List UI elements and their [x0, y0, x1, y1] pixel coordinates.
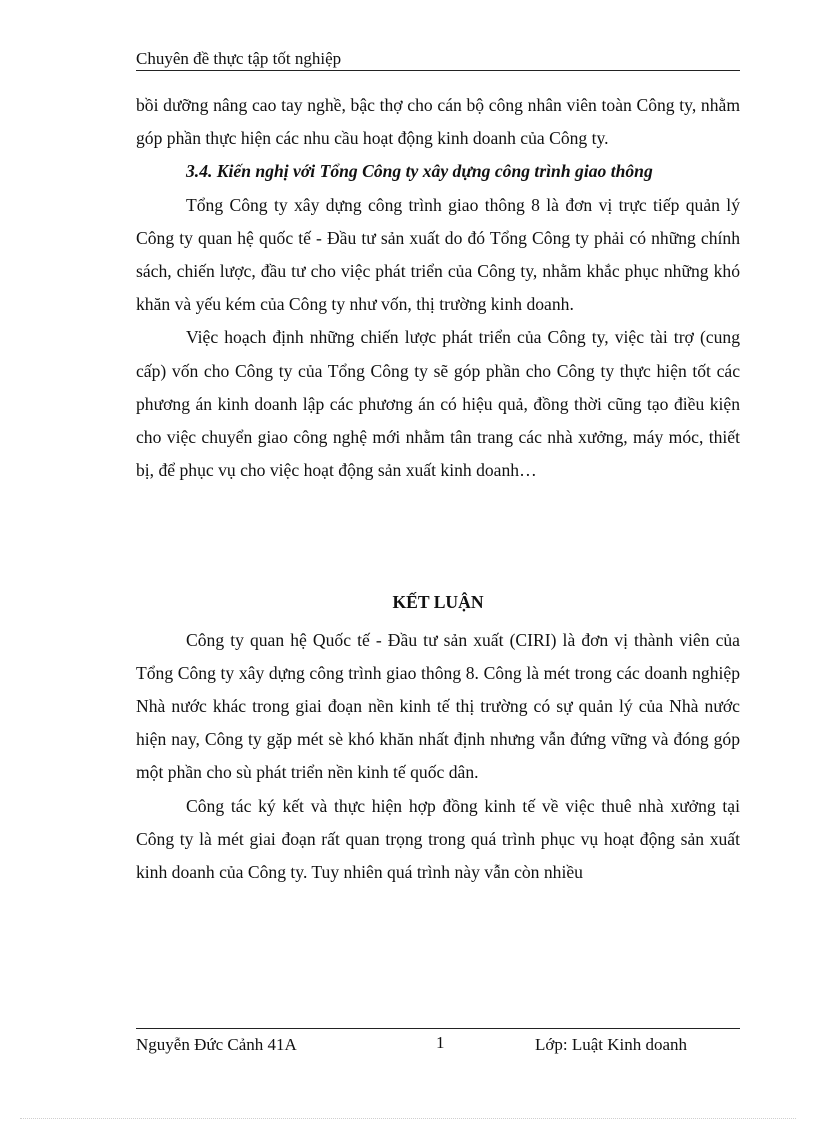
section-subheading: 3.4. Kiến nghị với Tổng Công ty xây dựng công trình giao thông: [186, 161, 653, 182]
footer-class-label: Lớp: Luật Kinh doanh: [535, 1035, 688, 1054]
paragraph-conclusion-2: Công tác ký kết và thực hiện hợp đồng kinh tế về việc thuê nhà xưởng tại Công ty là mét giai đoạn rất quan trọng trong quá trình phục vụ hoạt động sản xuất kinh doanh của Công ty. Tuy nhiên quá trình này vẫn còn nhiều: [136, 795, 740, 883]
section-gap: [136, 487, 740, 586]
footer-divider: [136, 1028, 740, 1029]
paragraph-conclusion-1: Công ty quan hệ Quốc tế - Đầu tư sản xuất (CIRI) là đơn vị thành viên của Tổng Công ty xây dựng công trình giao thông 8. Công là mét trong các doanh nghiệp Nhà nước khác trong giai đoạn nền kinh tế thị trường có sự quản lý của Nhà nước hiện nay, Công ty gặp mét sè khó khăn nhất định nhưng vẫn đứng vững và đóng góp một phần cho sù phát triển nền kinh tế quốc dân.: [136, 629, 740, 783]
paragraph-recommendation-2: Việc hoạch định những chiến lược phát triển của Công ty, việc tài trợ (cung cấp) vốn cho Công ty của Tổng Công ty sẽ góp phần cho Công ty thực hiện tốt các phương án kinh doanh lập các phương án có hiệu quả, đồng thời cũng tạo điều kiện cho việc chuyển giao công nghệ mới nhằm tân trang các nhà xưởng, máy móc, thiết bị, để phục vụ cho việc hoạt động sản xuất kinh doanh…: [136, 327, 740, 481]
header-divider: [136, 70, 740, 71]
conclusion-heading: KẾT LUẬN: [392, 592, 484, 613]
footer-author: Nguyễn Đức Cảnh 41A: [136, 1035, 297, 1054]
paragraph-continuation: bồi dưỡng nâng cao tay nghề, bậc thợ cho cán bộ công nhân viên toàn Công ty, nhằm góp phần thực hiện các nhu cầu hoạt động kinh doanh của Công ty.: [136, 95, 740, 149]
page-edge-line: [20, 1118, 796, 1119]
page-number: 1: [436, 1033, 445, 1052]
page-header-title: Chuyên đề thực tập tốt nghiệp: [136, 49, 342, 68]
paragraph-recommendation-1: Tổng Công ty xây dựng công trình giao thông 8 là đơn vị trực tiếp quản lý Công ty quan hệ quốc tế - Đầu tư sản xuất do đó Tổng Công ty phải có những chính sách, chiến lược, đầu tư cho việc phát triển của Công ty, nhằm khắc phục những khó khăn và yếu kém của Công ty như vốn, thị trường kinh doanh.: [136, 194, 740, 315]
document-body: [136, 89, 740, 889]
